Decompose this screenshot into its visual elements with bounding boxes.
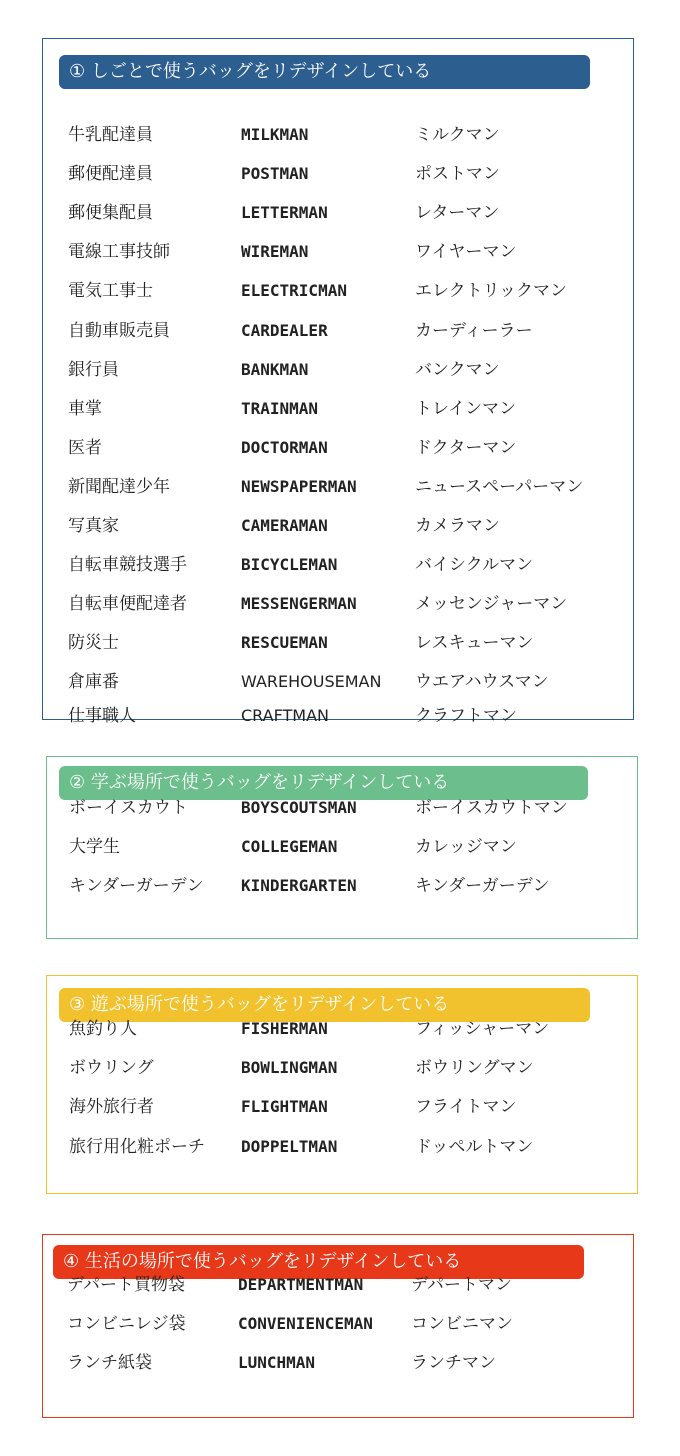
- list-item: [43, 123, 633, 147]
- list-item: [43, 631, 633, 655]
- bag-model-name: FISHERMAN: [241, 1019, 328, 1038]
- bag-model-name: CONVENIENCEMAN: [238, 1314, 373, 1334]
- katakana-name: カメラマン: [415, 516, 500, 536]
- bag-model-name: WAREHOUSEMAN: [241, 672, 382, 692]
- section-header: ④ 生活の場所で使うバッグをリデザインしている: [53, 1245, 584, 1279]
- list-item: [43, 162, 633, 186]
- bag-model-name: BICYCLEMAN: [241, 555, 338, 575]
- list-item: [47, 1095, 637, 1119]
- bag-model-name: KINDERGARTEN: [241, 876, 357, 896]
- bag-model-name: DOCTORMAN: [241, 437, 328, 457]
- katakana-name: デパートマン: [411, 1275, 512, 1295]
- katakana-name: コンビニマン: [411, 1314, 513, 1335]
- section-life-bags: [42, 1234, 634, 1418]
- list-item: [43, 436, 633, 460]
- katakana-name: メッセンジャーマン: [415, 594, 568, 615]
- japanese-name: 大学生: [69, 837, 120, 858]
- bag-model-name: CAMERAMAN: [241, 516, 328, 535]
- list-item: [43, 514, 633, 538]
- japanese-name: 旅行用化粧ポーチ: [69, 1136, 205, 1157]
- bag-model-name: BANKMAN: [241, 359, 309, 379]
- section-play-bags: [46, 975, 638, 1194]
- section-learning-bags: [46, 756, 638, 939]
- bag-model-name: BOYSCOUTSMAN: [241, 798, 357, 817]
- katakana-name: ミルクマン: [415, 125, 500, 145]
- japanese-name: 車掌: [68, 398, 102, 419]
- list-item: [43, 319, 633, 343]
- bag-model-name: LUNCHMAN: [238, 1353, 316, 1373]
- japanese-name: コンビニレジ袋: [67, 1314, 186, 1335]
- list-item: [43, 279, 633, 303]
- list-item: [47, 1056, 637, 1080]
- katakana-name: ドッペルトマン: [415, 1136, 534, 1157]
- katakana-name: ワイヤーマン: [415, 242, 517, 263]
- bag-model-name: DOPPELTMAN: [241, 1136, 338, 1156]
- katakana-name: バンクマン: [415, 359, 500, 380]
- bag-model-name: COLLEGEMAN: [241, 837, 338, 857]
- japanese-name: 牛乳配達員: [68, 125, 153, 145]
- bag-model-name: MESSENGERMAN: [241, 594, 357, 614]
- katakana-name: ボウリングマン: [415, 1058, 534, 1079]
- japanese-name: 魚釣り人: [69, 1019, 137, 1039]
- japanese-name: 防災士: [68, 633, 119, 654]
- bag-model-name: LETTERMAN: [241, 203, 328, 223]
- japanese-name: 郵便集配員: [68, 203, 153, 224]
- katakana-name: トレインマン: [415, 398, 517, 419]
- japanese-name: 写真家: [68, 516, 119, 536]
- japanese-name: 医者: [68, 437, 102, 458]
- list-item: [43, 592, 633, 616]
- list-item: [43, 553, 633, 577]
- katakana-name: フライトマン: [415, 1097, 517, 1118]
- japanese-name: 自動車販売員: [68, 320, 170, 341]
- katakana-name: ボーイスカウトマン: [415, 798, 568, 818]
- section-header: ① しごとで使うバッグをリデザインしている: [59, 55, 590, 89]
- katakana-name: クラフトマン: [415, 706, 517, 727]
- katakana-name: キンダーガーデン: [415, 876, 550, 897]
- katakana-name: ドクターマン: [415, 437, 517, 458]
- japanese-name: 銀行員: [68, 359, 119, 380]
- katakana-name: レスキューマン: [415, 633, 534, 654]
- list-item: [43, 240, 633, 264]
- katakana-name: カレッジマン: [415, 837, 517, 858]
- list-item: [43, 358, 633, 382]
- section-header: ③ 遊ぶ場所で使うバッグをリデザインしている: [59, 988, 590, 1022]
- bag-model-name: RESCUEMAN: [241, 633, 328, 653]
- list-item: [43, 1273, 633, 1297]
- list-item: [47, 874, 637, 898]
- list-item: [43, 475, 633, 499]
- list-item: [47, 1135, 637, 1159]
- section-work-bags: [42, 38, 634, 727]
- list-item: [43, 670, 633, 694]
- katakana-name: バイシクルマン: [415, 555, 534, 576]
- japanese-name: 郵便配達員: [68, 164, 153, 185]
- japanese-name: 新聞配達少年: [68, 476, 170, 497]
- japanese-name: デパート買物袋: [67, 1275, 185, 1295]
- japanese-name: キンダーガーデン: [69, 876, 204, 897]
- list-item: [43, 397, 633, 421]
- list-item: [43, 704, 633, 728]
- katakana-name: ランチマン: [411, 1353, 496, 1374]
- japanese-name: 電気工事士: [68, 281, 153, 302]
- list-item: [43, 1312, 633, 1336]
- japanese-name: 海外旅行者: [69, 1097, 154, 1118]
- bag-model-name: ELECTRICMAN: [241, 281, 347, 301]
- japanese-name: 電線工事技師: [68, 242, 170, 263]
- bag-model-name: CRAFTMAN: [241, 706, 329, 726]
- bag-model-name: TRAINMAN: [241, 398, 319, 418]
- katakana-name: フィッシャーマン: [415, 1019, 550, 1039]
- katakana-name: カーディーラー: [415, 320, 533, 341]
- katakana-name: エレクトリックマン: [415, 281, 567, 302]
- bag-model-name: FLIGHTMAN: [241, 1097, 328, 1117]
- bag-model-name: BOWLINGMAN: [241, 1058, 338, 1078]
- japanese-name: 仕事職人: [68, 706, 136, 727]
- japanese-name: ランチ紙袋: [67, 1353, 152, 1374]
- list-item: [47, 796, 637, 820]
- bag-model-name: POSTMAN: [241, 164, 309, 184]
- japanese-name: ボウリング: [69, 1058, 154, 1079]
- bag-model-name: NEWSPAPERMAN: [241, 476, 357, 496]
- bag-model-name: CARDEALER: [241, 320, 328, 340]
- katakana-name: レターマン: [415, 203, 500, 224]
- japanese-name: 自転車競技選手: [68, 555, 187, 576]
- list-item: [43, 201, 633, 225]
- japanese-name: 倉庫番: [68, 672, 119, 693]
- section-header: ② 学ぶ場所で使うバッグをリデザインしている: [59, 766, 588, 800]
- list-item: [43, 1351, 633, 1375]
- katakana-name: ポストマン: [415, 164, 500, 185]
- japanese-name: 自転車便配達者: [68, 594, 187, 615]
- list-item: [47, 1017, 637, 1041]
- katakana-name: ウエアハウスマン: [415, 672, 549, 693]
- bag-model-name: MILKMAN: [241, 125, 309, 144]
- bag-model-name: WIREMAN: [241, 242, 309, 262]
- katakana-name: ニュースペーパーマン: [415, 476, 584, 497]
- japanese-name: ボーイスカウト: [69, 798, 188, 818]
- bag-model-name: DEPARTMENTMAN: [238, 1275, 364, 1294]
- list-item: [47, 835, 637, 859]
